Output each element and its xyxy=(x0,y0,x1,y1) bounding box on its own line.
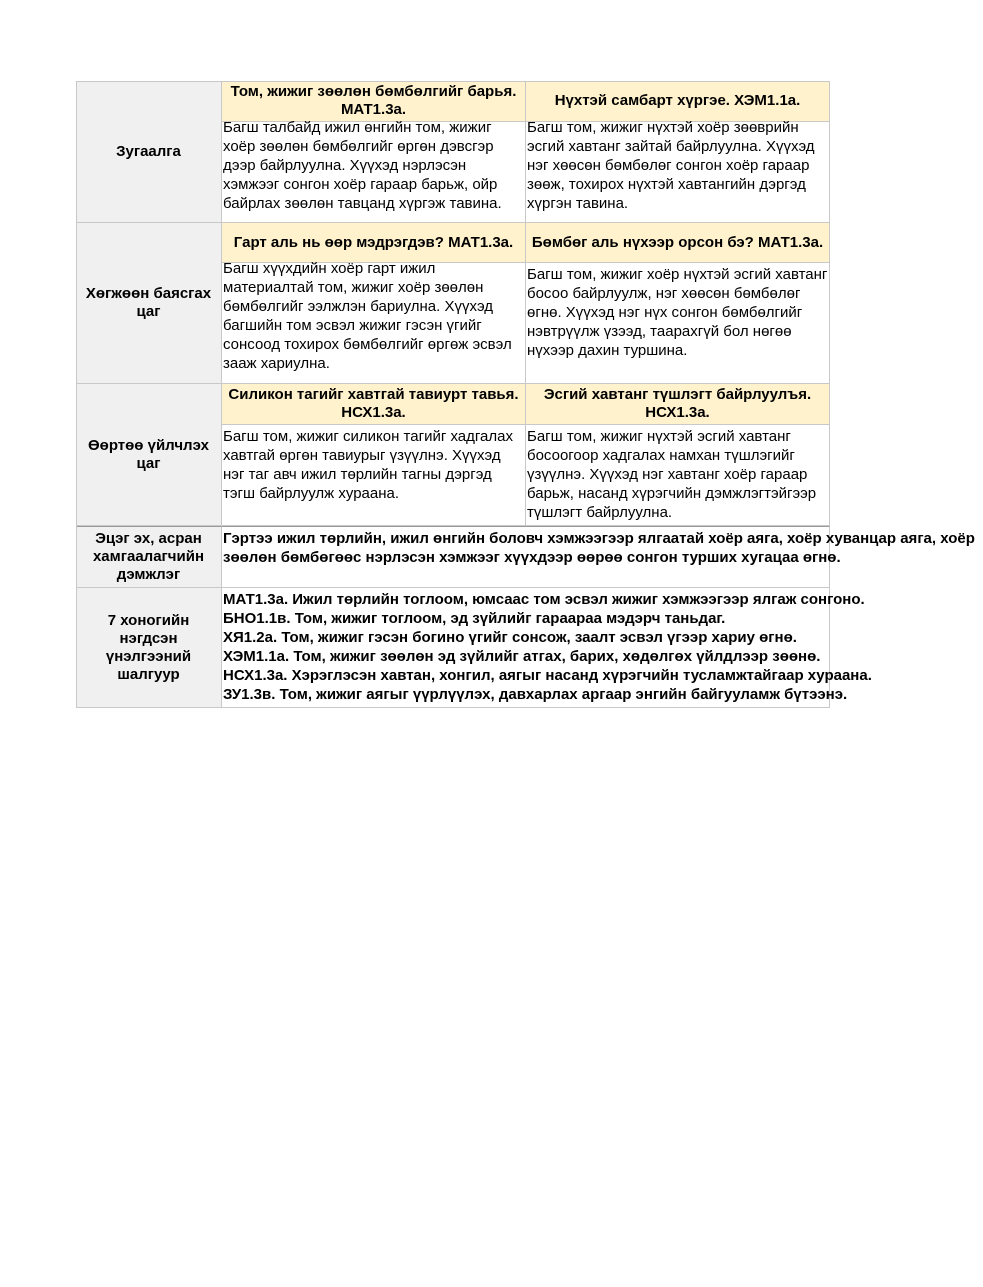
row-label-text: Эцэг эх, асран хамгаалагчийн дэмжлэг xyxy=(92,530,205,583)
activity-description xyxy=(526,119,830,223)
parent-support-content: Гэртээ ижил төрлийн, ижил өнгийн боловч хэмжээгээр ялгаатай хоёр аяга, хоёр хуванцар аяга, хоёр зөөлөн бөмбөгөөс нэрлэсэн хэмжээг хүүхдээр өөрөө сонгон турших хугацаа өгнө. xyxy=(223,530,975,566)
row-label-text: 7 хоногийн нэгдсэн үнэлгээний шалгуур xyxy=(105,611,192,683)
criteria-item: МАТ1.3а. Ижил төрлийн тоглоом, юмсаас том эсвэл жижиг хэмжээгээр ялгаж сонгоно. xyxy=(223,591,865,608)
criteria-item: ЗУ1.3в. Том, жижиг аягыг үүрлүүлэх, давхарлах аргаар энгийн байгууламж бүтээнэ. xyxy=(223,686,848,703)
row-label-text: Хөгжөөн баясгах цаг xyxy=(85,285,212,320)
row-label-criteria xyxy=(76,588,222,708)
row-label-development xyxy=(76,223,222,384)
activity-title: Том, жижиг зөөлөн бөмбөлгийг барья. МАТ1.3а. xyxy=(230,83,517,118)
activity-title: Силикон тагийг хавтгай тавиурт тавья. НСХ1.3а. xyxy=(228,386,519,421)
row-label-text: Зугаалга xyxy=(116,142,181,160)
activity-title: Бөмбөг аль нүхээр орсон бэ? МАТ1.3а. xyxy=(531,233,824,251)
row-label-walk xyxy=(76,81,222,223)
criteria-item: ХЭМ1.1а. Том, жижиг зөөлөн эд зүйлийг атгах, барих, хөдөлгөх үйлдлээр зөөнө. xyxy=(223,648,821,665)
activity-header xyxy=(222,81,526,122)
activity-description xyxy=(222,425,526,526)
activity-header xyxy=(526,223,830,263)
activity-description xyxy=(526,425,830,526)
activity-header xyxy=(222,223,526,263)
row-label-self-care xyxy=(76,384,222,526)
criteria-item: НСХ1.3а. Хэрэглэсэн хавтан, хонгил, аягыг насанд хүрэгчийн тусламжтайгаар хураана. xyxy=(223,667,872,684)
lesson-plan-table xyxy=(76,81,975,708)
activity-description xyxy=(222,119,526,223)
criteria-item: ХЯ1.2а. Том, жижиг гэсэн богино үгийг сонсож, заалт эсвэл үгээр хариу өгнө. xyxy=(223,629,797,646)
row-label-parents xyxy=(76,526,222,588)
criteria-item: БНО1.1в. Том, жижиг тоглоом, эд зүйлийг гараараа мэдэрч таньдаг. xyxy=(223,610,726,627)
activity-header xyxy=(526,81,830,122)
parent-support-text xyxy=(222,526,975,588)
activity-text: Багш том, жижиг нүхтэй хоёр зөөврийн эсгий хавтанг зайтай байрлуулна. Хүүхэд нэг хөөсөн бөмбөлөг сонгон хоёр гараар зөөж, тохирох нүхтэй хавтангийн дэргэд хүргэн тавина. xyxy=(527,119,815,212)
weekly-criteria-list xyxy=(222,588,872,708)
activity-title: Гарт аль нь өөр мэдрэгдэв? МАТ1.3а. xyxy=(233,233,514,251)
activity-text: Багш том, жижиг силикон тагийг хадгалах хавтгай өргөн тавиурыг үзүүлнэ. Хүүхэд нэг таг авч ижил төрлийн тагны дэргэд тэгш байрлуулж хураана. xyxy=(223,428,513,502)
activity-text: Багш том, жижиг хоёр нүхтэй эсгий хавтанг босоо байрлуулж, нэг хөөсөн бөмбөлөг өгнө. Хүүхэд нэг нүх сонгон бөмбөлгийг нэвтрүүлж үзээд, таарахгүй бол нөгөө нүхээр дахин туршина. xyxy=(527,266,828,359)
activity-text: Багш том, жижиг нүхтэй эсгий хавтанг босоогоор хадгалах намхан түшлэгийг үзүүлнэ. Хүүхэд нэг хавтанг хоёр гараар барьж, насанд хүрэгчийн дэмжлэгтэйгээр түшлэгт байрлуулна. xyxy=(527,428,817,521)
row-label-text: Өөртөө үйлчлэх цаг xyxy=(87,436,210,472)
activity-header xyxy=(222,384,526,425)
activity-description xyxy=(526,263,830,384)
activity-header xyxy=(526,384,830,425)
activity-title: Нүхтэй самбарт хүргэе. ХЭМ1.1а. xyxy=(554,92,801,109)
activity-text: Багш талбайд ижил өнгийн том, жижиг хоёр зөөлөн бөмбөлгийг өргөн дэвсгэр дээр байрлуулна. Хүүхэд нэрлэсэн хэмжээг сонгон хоёр гараар барьж, ойр байрлах зөөлөн тавцанд хүргэж тавина. xyxy=(223,119,502,212)
activity-text: Багш хүүхдийн хоёр гарт ижил материалтай том, жижиг хоёр зөөлөн бөмбөлгийг ээлжлэн бариулна. Хүүхэд багшийн том эсвэл жижиг гэсэн үгийг сонсоод тохирох бөмбөлгийг өргөж эсвэл зааж хариулна. xyxy=(223,260,512,372)
activity-title: Эсгий хавтанг түшлэгт байрлуулъя. НСХ1.3а. xyxy=(543,386,812,421)
activity-description xyxy=(222,260,526,384)
